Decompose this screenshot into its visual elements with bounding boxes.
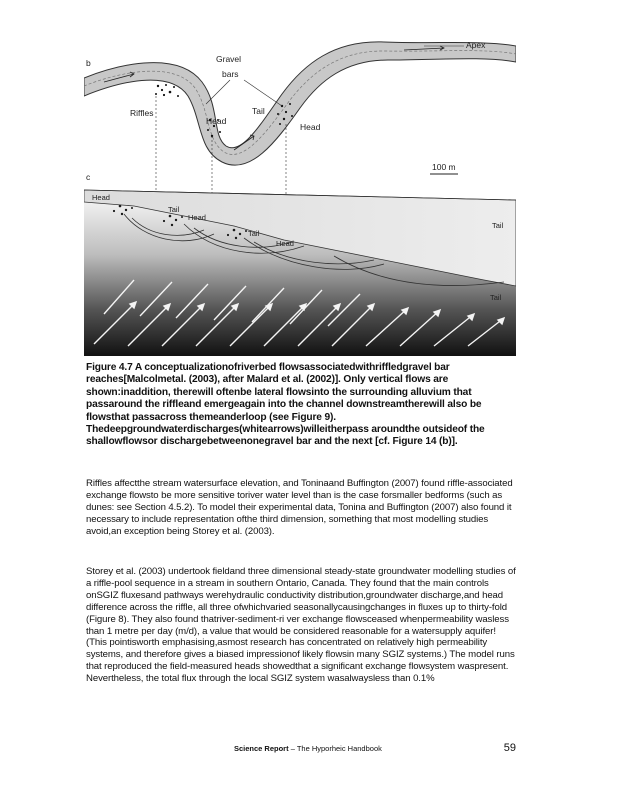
scale-label: 100 m (432, 162, 456, 172)
footer-report: Science Report (234, 744, 289, 753)
head-label-2: Head (300, 122, 321, 132)
body-paragraph-2: Storey et al. (2003) undertook fieldand three dimensional steady-state groundwater modelling studies of a riffle-pool sequence in a stream in southern Ontario, Canada. They found that the main controls onSGIZ fluxesand pathways werehydraulic conductivity distribution,groundwater discharge,and head difference across the riffle, all three ofwhichvaried seasonallycausingchanges in fluxes up to thirty-fold (Figure 8). They also found thatriver-sediment-ri ver exchange flowsceased whenpermeability wasless than 1 metre per day (m/d), a value that would be considered reasonable for a watersupply aquifer! (This pointisworth emphasising,asmost research has concentrated on relatively high permeability systems, and therefore gives a biased impressionof likely flowsin many SGIZ systems.) The model runs that reproduced the field-measured heads showedthat a significant exchange flowsystem waspresent. Nevertheless, the total flux through the local SGIZ system wasalwaysless than 0.1% (86, 566, 516, 685)
footer-title: – The Hyporheic Handbook (288, 744, 382, 753)
riverbed-flow-diagram (84, 24, 516, 356)
footer-text (234, 744, 382, 753)
figure-4-7 (84, 24, 516, 356)
bars-label: bars (222, 69, 239, 79)
section-tail-label-right: Tail (492, 221, 504, 230)
figure-caption: Figure 4.7 A conceptualizationofriverbed flowsassociatedwithriffledgravel bar reaches[Malcolmetal. (2003), after Malard et al. (2002)]. Only vertical flows are shown:inaddition, therewill oftenbe lateral flowsinto the surrounding alluvium that passaround the riffleand emergeagain into the channel downstreamtherewill also be flowsthat passacross themeanderloop (see Figure 9). Thedeepgroundwaterdischarges(whitearrows)willeitherpass aroundthe outsideof the shallowflowsor dischargebetweenonegravel bar and the next [cf. Figure 14 (b)]. (86, 362, 485, 448)
section-head-label-3: Head (276, 239, 294, 248)
meander-channel (84, 42, 516, 165)
section-tail-label-1: Tail (168, 205, 180, 214)
tail-label-1: Tail (252, 106, 265, 116)
gravel-label: Gravel (216, 54, 242, 64)
panel-b-label: b (86, 58, 91, 68)
section-tail-label-bottom: Tail (490, 293, 502, 302)
gravel-bar-riffle (155, 84, 179, 97)
head-label-1: Head (206, 116, 227, 126)
panel-c-label: c (86, 172, 91, 182)
bars-leader-1 (206, 80, 230, 104)
page-footer (86, 742, 518, 758)
apex-label: Apex (466, 40, 486, 50)
section-head-label-1: Head (92, 193, 110, 202)
bars-leader-2 (244, 80, 282, 106)
body-paragraph-1: Riffles affectthe stream watersurface elevation, and Toninaand Buffington (2007) found riffle-associated exchange flowsto be more sensitive toriver water level than is the case forsmaller bedforms (such as dunes: see Section 4.5.2). To model their experimental data, Tonina and Buffington (2007) also found it necessary to include representation ofthe third dimension, something that most modelling studies avoid,an exception being Storey et al. (2003). (86, 478, 513, 537)
section-tail-label-2: Tail (248, 229, 260, 238)
riffles-label: Riffles (130, 108, 154, 118)
section-head-label-2: Head (188, 213, 206, 222)
page-number: 59 (503, 742, 516, 754)
